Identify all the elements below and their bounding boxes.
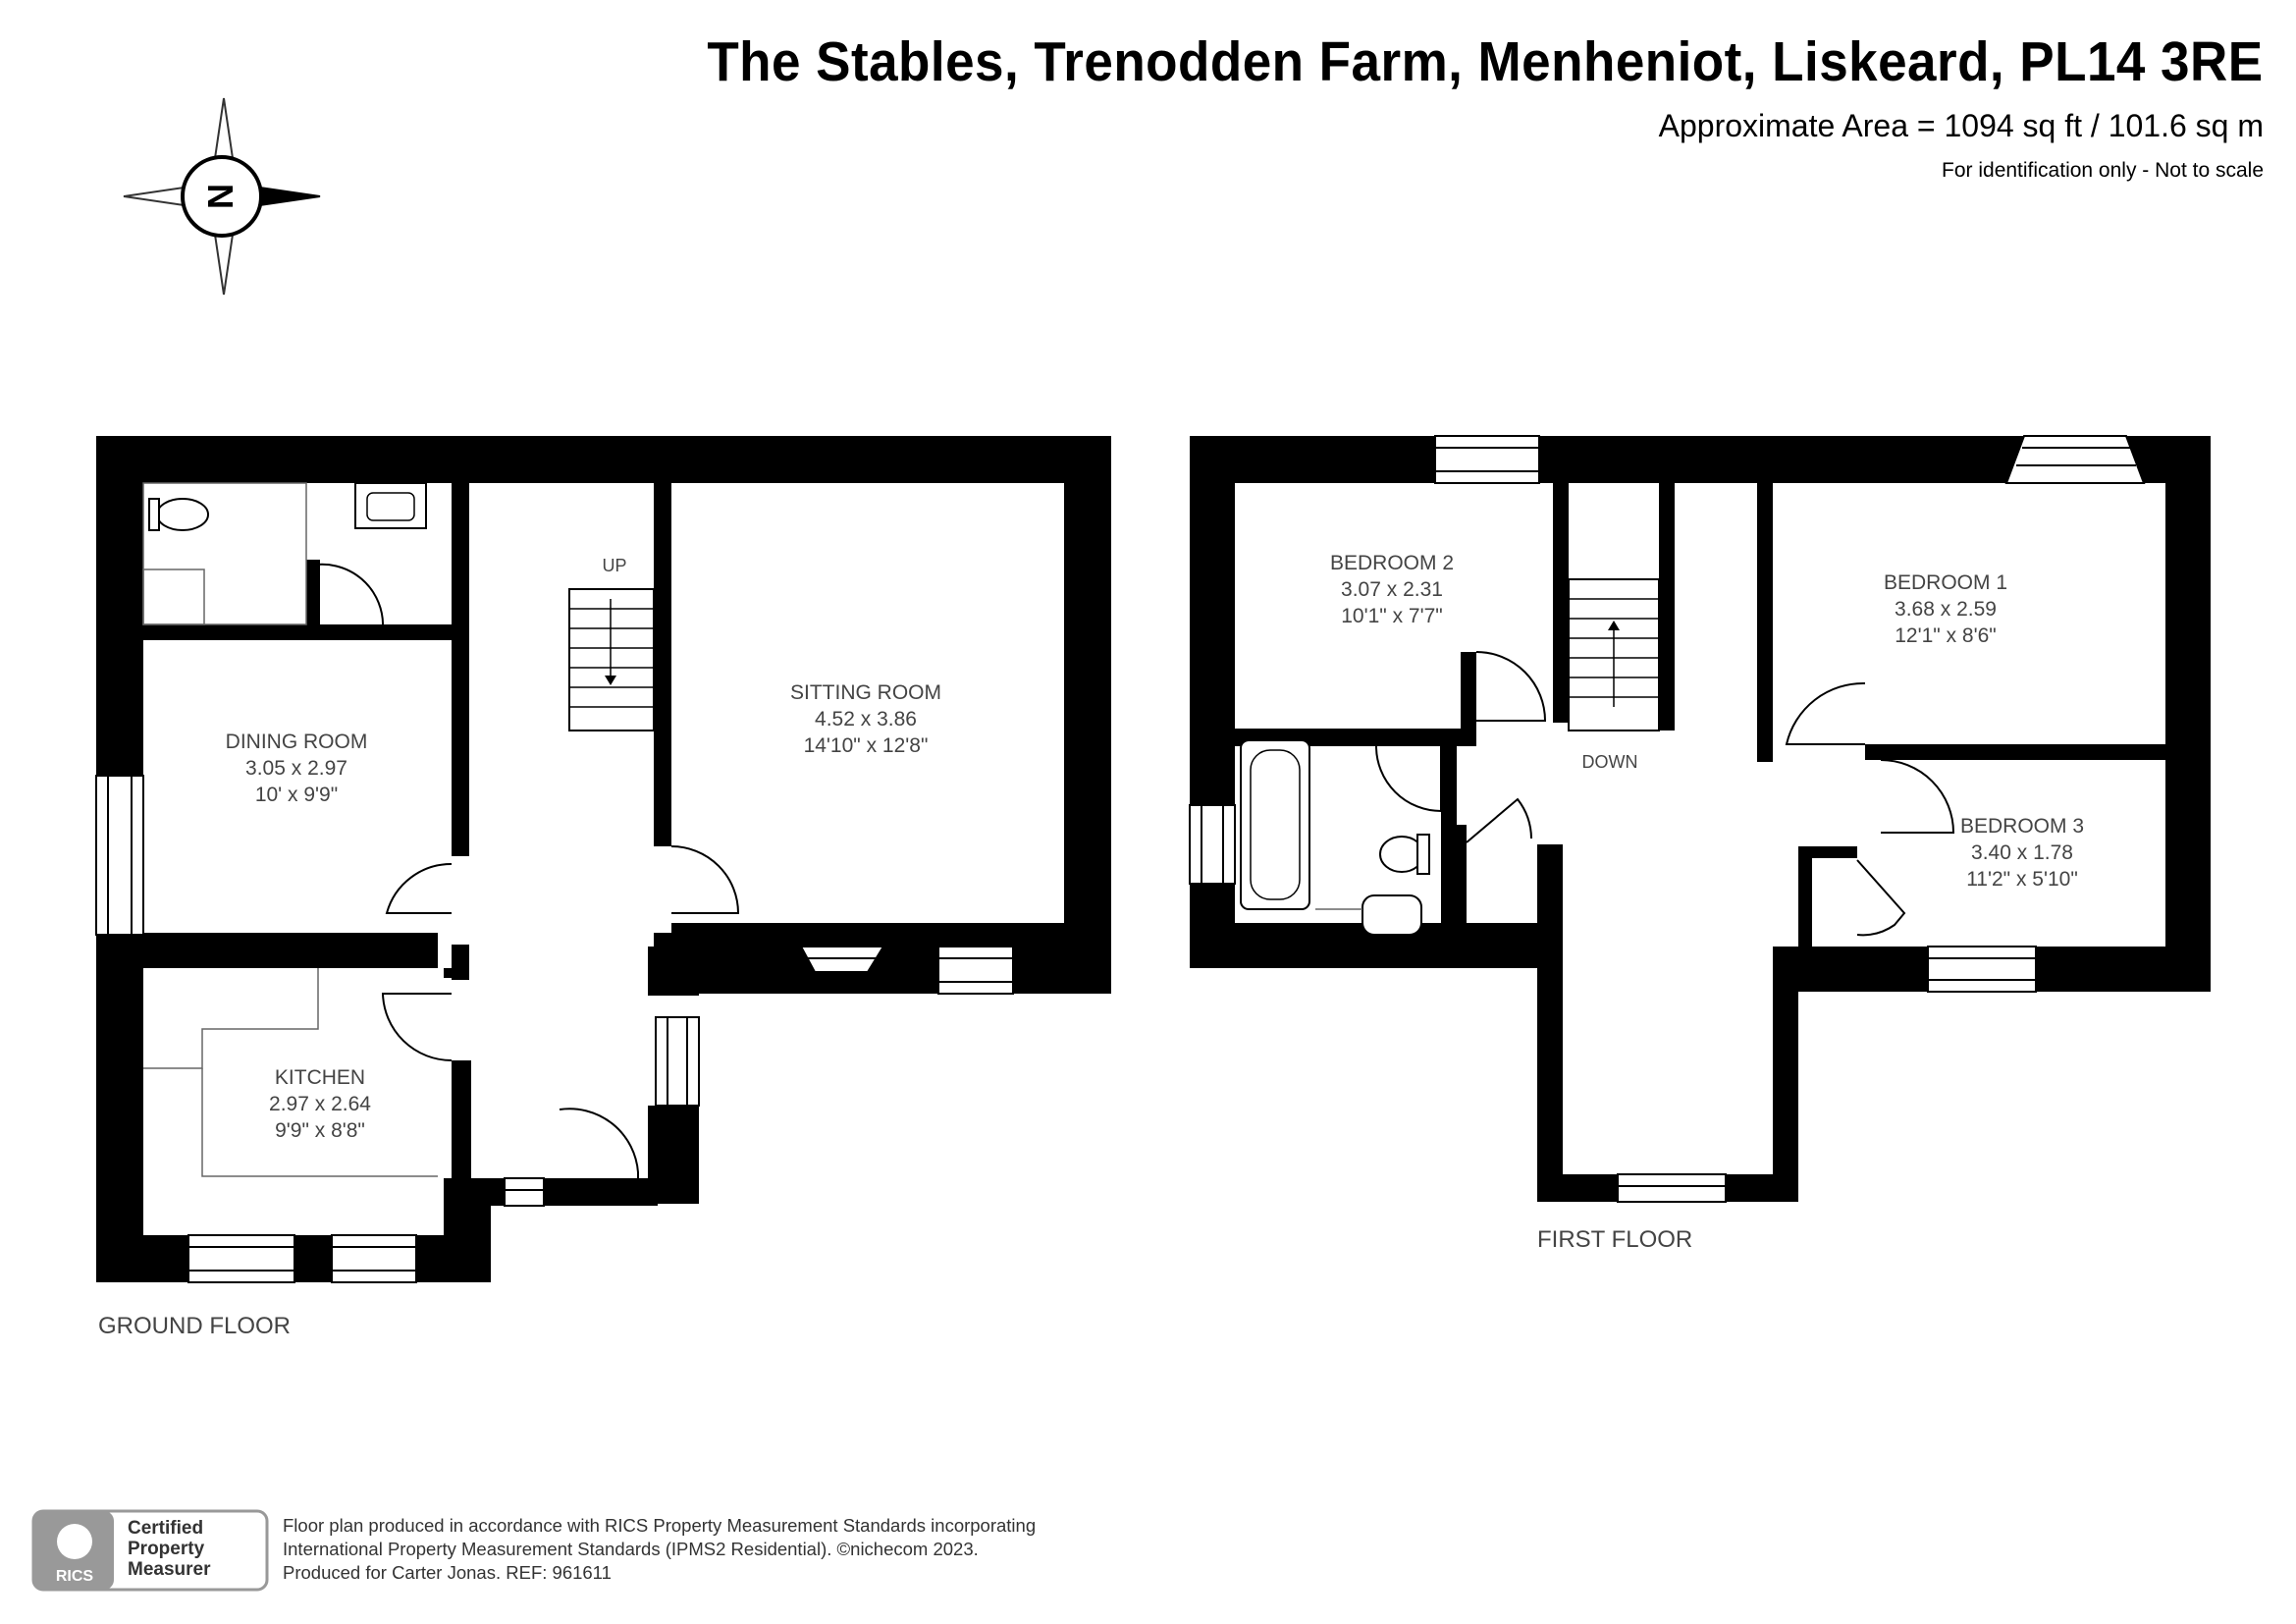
compass-north-label: N: [200, 184, 240, 209]
scale-note: For identification only - Not to scale: [1942, 159, 2264, 182]
room-name: DINING ROOM: [225, 731, 368, 753]
footer-disclaimer: [283, 1514, 1036, 1585]
rics-logo-text: RICS: [55, 1568, 94, 1585]
room-size-metric: 3.05 x 2.97: [245, 757, 347, 780]
property-title: The Stables, Trenodden Farm, Menheniot, Liskeard, PL14 3RE: [707, 30, 2264, 93]
room-size-metric: 2.97 x 2.64: [269, 1093, 371, 1115]
room-label-sitting-room: [790, 681, 941, 757]
badge-line-2: Property: [128, 1539, 205, 1559]
room-name: BEDROOM 1: [1883, 571, 2008, 594]
footer-line-3: Produced for Carter Jonas. REF: 961611: [283, 1562, 612, 1583]
room-size-metric: 3.07 x 2.31: [1341, 578, 1443, 601]
room-size-metric: 3.40 x 1.78: [1971, 841, 2073, 864]
approximate-area: Approximate Area = 1094 sq ft / 101.6 sq m: [1658, 108, 2264, 143]
room-name: SITTING ROOM: [790, 681, 941, 704]
ground-floor-label: GROUND FLOOR: [98, 1313, 292, 1339]
room-name: BEDROOM 2: [1329, 552, 1455, 574]
compass-icon: [124, 98, 320, 295]
room-size-imperial: 9'9" x 8'8": [275, 1119, 365, 1142]
stairs-up-label: UP: [602, 556, 627, 575]
room-label-dining-room: [226, 731, 368, 806]
footer-line-2: International Property Measurement Standards (IPMS2 Residential). ©nichecom 2023.: [283, 1539, 979, 1559]
room-label-bedroom-3: [1960, 815, 2084, 891]
room-label-bedroom-2: [1330, 552, 1454, 627]
stairs-down-label: DOWN: [1581, 752, 1638, 772]
room-size-imperial: 12'1" x 8'6": [1895, 624, 1997, 647]
room-size-metric: 4.52 x 3.86: [815, 708, 917, 731]
room-label-kitchen: [269, 1066, 371, 1142]
badge-line-3: Measurer: [128, 1559, 211, 1580]
first-floor-label: FIRST FLOOR: [1537, 1226, 1693, 1253]
room-size-imperial: 14'10" x 12'8": [803, 734, 929, 757]
room-name: KITCHEN: [274, 1066, 366, 1089]
room-size-imperial: 10' x 9'9": [254, 784, 339, 806]
room-size-metric: 3.68 x 2.59: [1895, 598, 1997, 621]
badge-line-1: Certified: [128, 1518, 204, 1539]
room-size-imperial: 10'1" x 7'7": [1341, 605, 1443, 627]
room-name: BEDROOM 3: [1959, 815, 2085, 838]
footer-line-1: Floor plan produced in accordance with RICS Property Measurement Standards incorporating: [283, 1515, 1037, 1536]
room-size-imperial: 11'2" x 5'10": [1966, 868, 2078, 891]
badge-caption: [128, 1518, 211, 1580]
room-label-bedroom-1: [1884, 571, 2007, 647]
